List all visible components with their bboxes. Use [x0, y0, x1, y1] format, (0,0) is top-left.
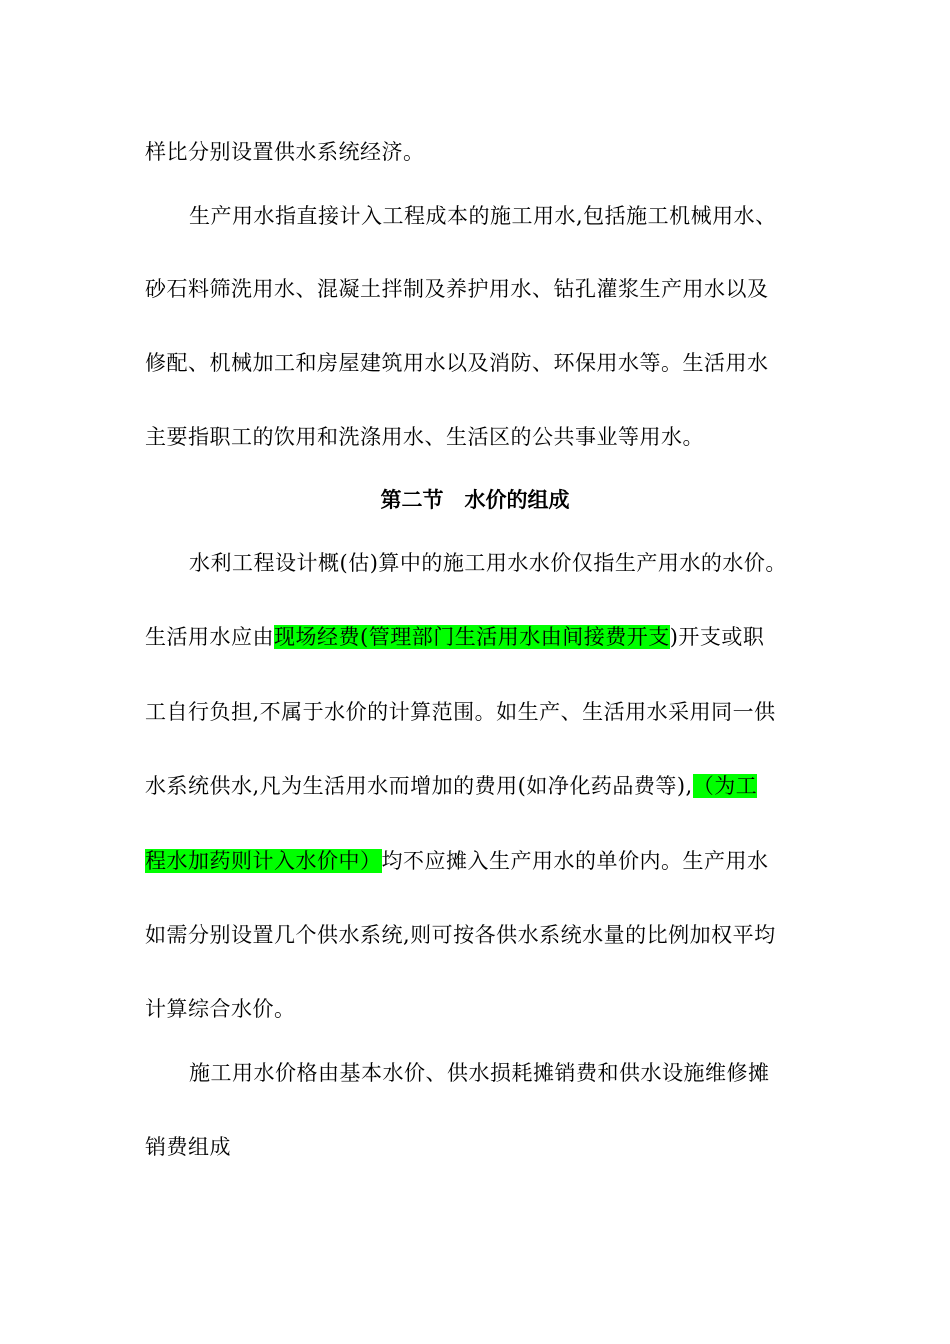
text-line: 生产用水指直接计入工程成本的施工用水,包括施工机械用水、: [189, 204, 777, 228]
text-line: 水利工程设计概(估)算中的施工用水水价仅指生产用水的水价。: [189, 551, 787, 575]
text-segment: 水系统供水,凡为生活用水而增加的费用(如净化药品费等),: [145, 774, 693, 798]
text-segment: 均不应摊入生产用水的单价内。生产用水: [381, 849, 769, 873]
text-line: [145, 847, 769, 875]
text-line: 如需分别设置几个供水系统,则可按各供水系统水量的比例加权平均: [145, 923, 776, 947]
text-line: 样比分别设置供水系统经济。: [145, 140, 425, 164]
section-heading: 第二节 水价的组成: [380, 488, 570, 512]
text-line: [145, 772, 757, 800]
text-line: 砂石料筛洗用水、混凝土拌制及养护用水、钻孔灌浆生产用水以及: [145, 277, 769, 301]
text-segment: )开支或职: [669, 625, 765, 649]
text-line: 施工用水价格由基本水价、供水损耗摊销费和供水设施维修摊: [189, 1061, 770, 1085]
text-line: 计算综合水价。: [145, 997, 296, 1021]
text-segment: 生活用水应由: [145, 625, 274, 649]
text-line: 销费组成: [145, 1135, 231, 1159]
text-line: 修配、机械加工和房屋建筑用水以及消防、环保用水等。生活用水: [145, 351, 769, 375]
text-line: 主要指职工的饮用和洗涤用水、生活区的公共事业等用水。: [145, 425, 704, 449]
highlighted-text: （为工: [692, 774, 758, 798]
highlighted-text: 程水加药则计入水价中）: [145, 849, 382, 873]
text-line: 工自行负担,不属于水价的计算范围。如生产、生活用水采用同一供: [145, 700, 776, 724]
highlighted-text: 现场经费(管理部门生活用水由间接费开支: [274, 625, 670, 649]
text-line: [145, 623, 764, 651]
